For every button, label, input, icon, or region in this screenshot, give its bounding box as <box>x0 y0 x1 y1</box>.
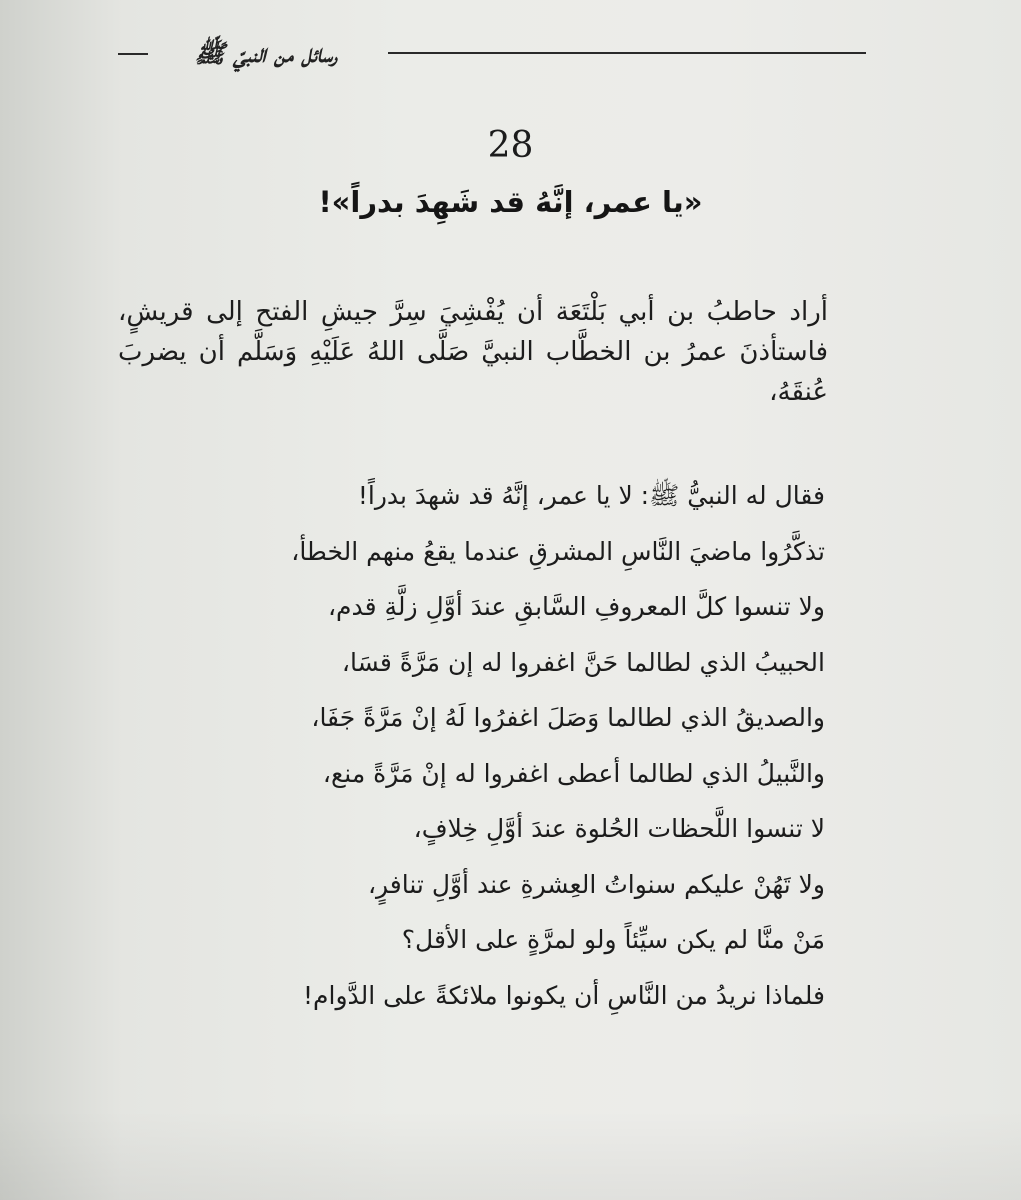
verse-list <box>240 468 825 1023</box>
verse-line: تذكَّرُوا ماضيَ النَّاسِ المشرقِ عندما يقعُ منهم الخطأ، <box>291 536 825 566</box>
running-header <box>118 34 866 74</box>
chapter-title: «يا عمر، إنَّهُ قد شَهِدَ بدراً»! <box>318 185 703 219</box>
verse-line: مَنْ منَّا لم يكن سيِّئاً ولو لمرَّةٍ على الأقل؟ <box>401 925 825 954</box>
verse-line: والنَّبيلُ الذي لطالما أعطى اغفروا له إنْ مَرَّةً منع، <box>322 758 825 788</box>
page-shadow <box>0 1110 1021 1200</box>
verse-line: فلماذا نريدُ من النَّاسِ أن يكونوا ملائكةً على الدَّوام! <box>303 980 825 1010</box>
verse-line: الحبيبُ الذي لطالما حَنَّ اغفروا له إن مَرَّةً قسَا، <box>341 647 825 677</box>
verse-line: لا تنسوا اللَّحظات الحُلوة عندَ أوَّلِ خِلافٍ، <box>413 814 825 843</box>
chapter-number: 28 <box>487 125 534 166</box>
header-rule-left <box>118 53 148 55</box>
verse-line: ولا تَهُنْ عليكم سنواتُ العِشرةِ عند أوَّلِ تنافرٍ، <box>367 869 825 899</box>
intro-paragraph: أراد حاطبُ بن أبي بَلْتَعَة أن يُفْشِيَ سِرَّ جيشِ الفتح إلى قريشٍ، فاستأذنَ عمرُ بن الخطَّاب النبيَّ صَلَّى اللهُ عَلَيْهِ وَسَلَّم أن يضربَ عُنقَهُ، <box>118 297 828 407</box>
header-rule-right <box>388 52 866 54</box>
running-title: رسائل من النبيّ ﷺ <box>194 39 338 68</box>
verse-line: والصديقُ الذي لطالما وَصَلَ اغفرُوا لَهُ إنْ مَرَّةً جَفَا، <box>311 703 825 732</box>
verse-line: فقال له النبيُّ ﷺ: لا يا عمر، إنَّهُ قد شهدَ بدراً! <box>357 481 825 510</box>
verse-line: ولا تنسوا كلَّ المعروفِ السَّابقِ عندَ أوَّلِ زلَّةِ قدم، <box>327 592 825 621</box>
